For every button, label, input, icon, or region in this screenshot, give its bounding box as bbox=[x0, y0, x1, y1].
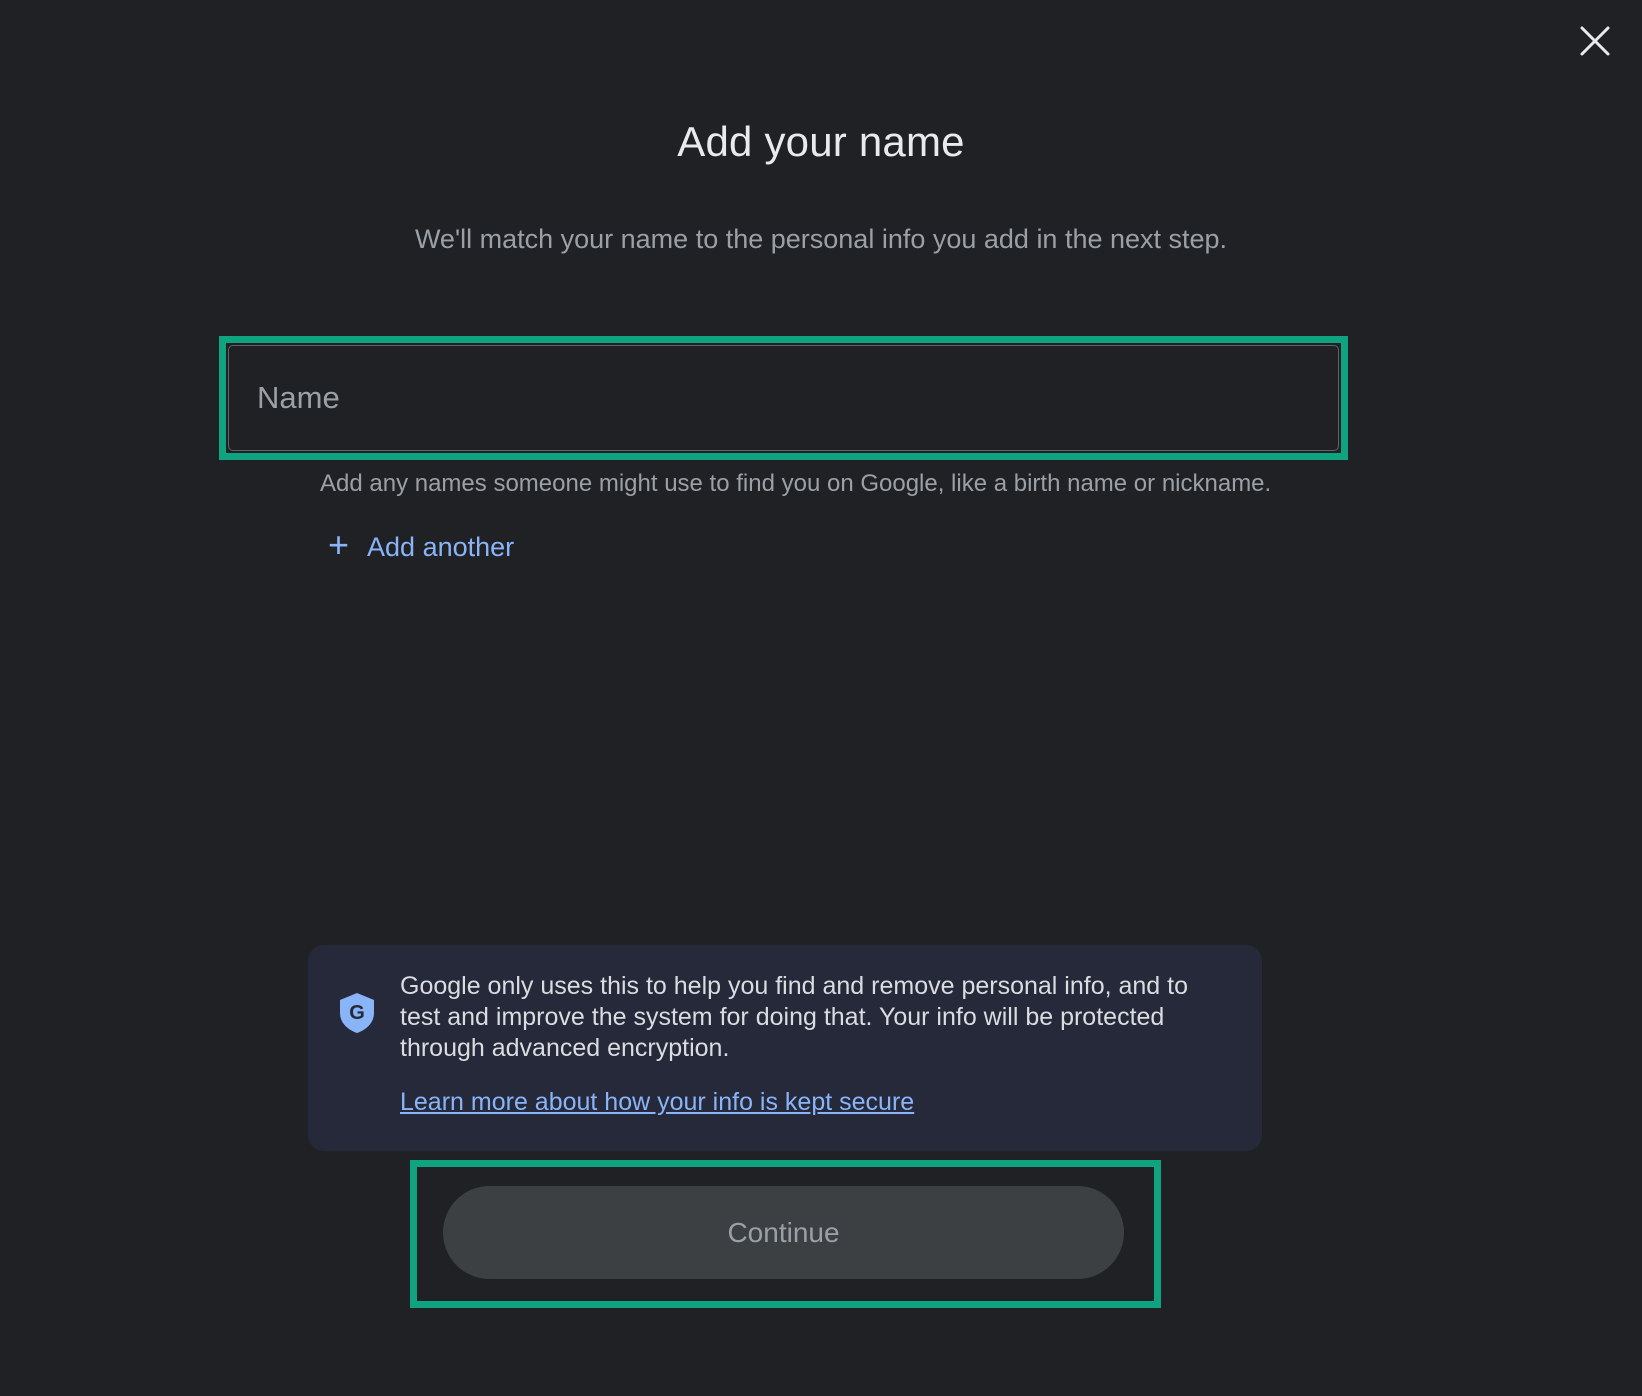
learn-more-link[interactable]: Learn more about how your info is kept secure bbox=[400, 1088, 915, 1116]
page-subtitle: We'll match your name to the personal info you add in the next step. bbox=[414, 224, 1228, 254]
privacy-info-card bbox=[308, 945, 1262, 1151]
name-helper-text: Add any names someone might use to find you on Google, like a birth name or nickname. bbox=[320, 470, 1272, 497]
svg-text:G: G bbox=[349, 1002, 365, 1024]
page-title: Add your name bbox=[677, 118, 965, 165]
plus-icon: + bbox=[328, 524, 350, 565]
close-icon[interactable] bbox=[1570, 16, 1620, 66]
add-another-button[interactable] bbox=[328, 522, 514, 572]
privacy-info-text: Google only uses this to help you find and remove personal info, and to test and improve the system for doing that. Your info will be protected through advanced encryption. bbox=[400, 972, 1189, 1062]
google-shield-icon bbox=[338, 971, 378, 1125]
privacy-info-body bbox=[400, 971, 1226, 1125]
continue-button[interactable]: Continue bbox=[443, 1186, 1124, 1279]
name-input[interactable] bbox=[229, 346, 1338, 450]
name-input-wrapper[interactable] bbox=[228, 345, 1339, 451]
add-another-label: Add another bbox=[367, 531, 515, 562]
